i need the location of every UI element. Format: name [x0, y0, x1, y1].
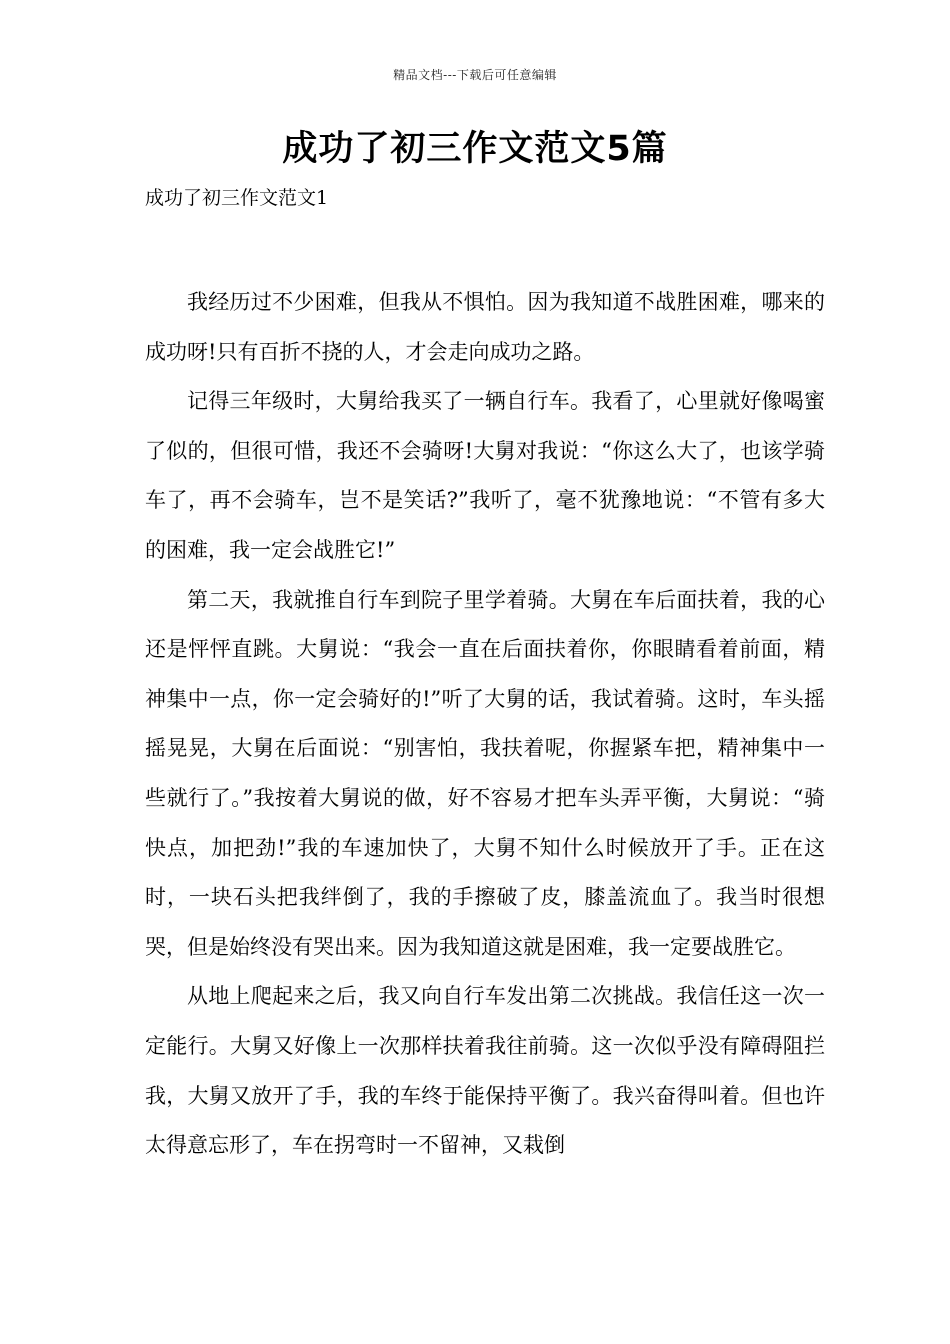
- paragraph-3: 第二天，我就推自行车到院子里学着骑。大舅在车后面扶着，我的心还是怦怦直跳。大舅说：“我会一直在后面扶着你，你眼睛看着前面，精神集中一点，你一定会骑好的!”听了大舅的话，我试着骑。这时，车头摇摇晃晃，大舅在后面说：“别害怕，我扶着呢，你握紧车把，精神集中一些就行了。”我按着大舅说的做，好不容易才把车头弄平衡，大舅说：“骑快点，加把劲!”我的车速加快了，大舅不知什么时候放开了手。正在这时，一块石头把我绊倒了，我的手擦破了皮，膝盖流血了。我当时很想哭，但是始终没有哭出来。因为我知道这就是困难，我一定要战胜它。: [145, 587, 825, 959]
- paragraph-2: 记得三年级时，大舅给我买了一辆自行车。我看了，心里就好像喝蜜了似的，但很可惜，我还不会骑呀!大舅对我说：“你这么大了，也该学骑车了，再不会骑车，岂不是笑话?”我听了，毫不犹豫地说：“不管有多大的困难，我一定会战胜它!”: [145, 389, 825, 562]
- paragraph-4: 从地上爬起来之后，我又向自行车发出第二次挑战。我信任这一次一定能行。大舅又好像上一次那样扶着我往前骑。这一次似乎没有障碍阻拦我，大舅又放开了手，我的车终于能保持平衡了。我兴奋得叫着。但也许太得意忘形了，车在拐弯时一不留神，又栽倒: [145, 984, 825, 1158]
- paragraph-1: 我经历过不少困难，但我从不惧怕。因为我知道不战胜困难，哪来的成功呀!只有百折不挠的人，才会走向成功之路。: [145, 290, 825, 364]
- body-text: [145, 278, 825, 1171]
- header-note: 精品文档---下载后可任意编辑: [393, 68, 557, 82]
- section-heading: 成功了初三作文范文1: [145, 187, 329, 209]
- document-title: 成功了初三作文范文5篇: [282, 129, 668, 169]
